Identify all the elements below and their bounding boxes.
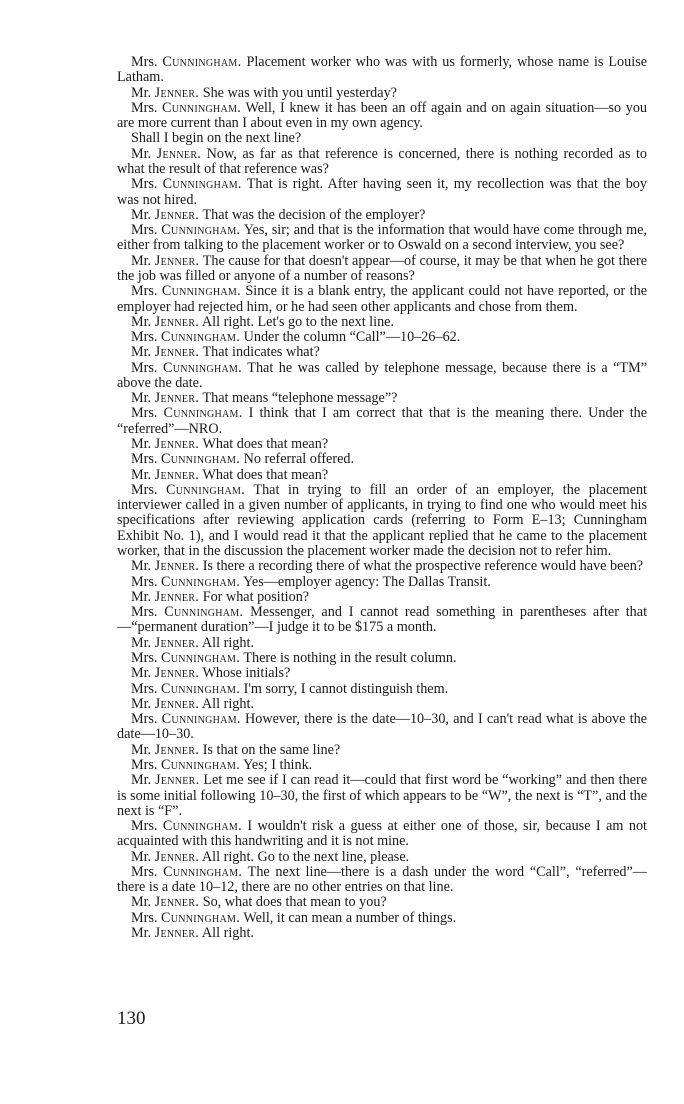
speech-text: Shall I begin on the next line? (131, 130, 302, 147)
speaker-name: Jenner. (154, 925, 200, 942)
transcript-paragraph (117, 452, 647, 467)
speaker-name: Cunningham. (160, 909, 241, 926)
transcript-paragraph (117, 177, 647, 208)
speaker-title: Mrs. (131, 711, 158, 728)
speaker-title: Mrs. (131, 283, 158, 300)
transcript-paragraph (117, 773, 647, 819)
speech-text: There is nothing in the result column. (243, 649, 457, 666)
speech-text: Yes, sir; and that is the information that would have come through me, either from talking to the placement worker or to Oswald on a second interview, you see? (117, 222, 647, 254)
transcript-paragraph (117, 819, 647, 850)
speaker-title: Mr. (131, 313, 152, 330)
speaker-title: Mr. (131, 665, 152, 682)
speaker-title: Mrs. (131, 573, 158, 590)
speaker-title: Mrs. (131, 863, 158, 880)
transcript-paragraph (117, 926, 647, 941)
speech-text: All right. (201, 925, 254, 942)
speech-text: I think that I am correct that that is the meaning there. Under the “referred”—NRO. (117, 405, 648, 437)
speech-text: Whose initials? (202, 665, 291, 682)
speaker-name: Cunningham. (160, 329, 241, 346)
page-number: 130 (117, 1008, 146, 1029)
speaker-name: Jenner. (155, 772, 200, 789)
speaker-title: Mr. (131, 695, 152, 712)
transcript-paragraph (117, 361, 647, 392)
speech-text: Well, it can mean a number of things. (243, 909, 457, 926)
speaker-title: Mrs. (131, 359, 158, 376)
speech-text: That was the decision of the employer? (202, 206, 426, 223)
speaker-name: Jenner. (154, 741, 200, 758)
transcript-paragraph (117, 406, 647, 437)
speaker-title: Mr. (131, 894, 152, 911)
speaker-name: Jenner. (154, 252, 200, 269)
speaker-name: Cunningham. (160, 756, 241, 773)
speaker-name: Cunningham. (160, 649, 241, 666)
transcript-paragraph (117, 131, 647, 146)
speech-text: Since it is a blank entry, the applicant could not have reported, or the employer had rejected him, or he had seen other applicants and chose from them. (117, 283, 648, 315)
testimony-transcript (117, 55, 647, 941)
speaker-name: Cunningham. (161, 711, 241, 728)
speaker-title: Mrs. (131, 649, 158, 666)
speech-text: Under the column “Call”—10–26–62. (243, 329, 461, 346)
speaker-name: Cunningham. (162, 99, 242, 116)
speech-text: Messenger, and I cannot read something in parentheses after that—“permanent duration”—I judge it to be $175 a month. (117, 604, 648, 636)
transcript-paragraph (117, 284, 647, 315)
transcript-paragraph (117, 86, 647, 101)
transcript-paragraph (117, 682, 647, 697)
transcript-paragraph (117, 391, 647, 406)
transcript-paragraph (117, 697, 647, 712)
speech-text: Yes—employer agency: The Dallas Transit. (243, 573, 491, 590)
transcript-paragraph (117, 743, 647, 758)
speech-text: All right. Go to the next line, please. (201, 848, 410, 865)
speaker-title: Mr. (131, 145, 152, 162)
speaker-title: Mr. (131, 466, 152, 483)
speech-text: All right. Let's go to the next line. (201, 313, 395, 330)
transcript-paragraph (117, 895, 647, 910)
speaker-title: Mrs. (131, 99, 158, 116)
speech-text: That he was called by telephone message, because there is a “TM” above the date. (117, 359, 648, 391)
speech-text: For what position? (202, 588, 310, 605)
speech-text: The cause for that doesn't appear—of course, it may be that when he got there the job was filled or anyone of a number of reasons? (117, 252, 647, 284)
speaker-name: Cunningham. (163, 863, 243, 880)
speech-text: So, what does that mean to you? (202, 894, 387, 911)
speaker-title: Mrs. (131, 405, 158, 422)
speech-text: Is that on the same line? (202, 741, 341, 758)
speaker-title: Mr. (131, 436, 152, 453)
speaker-name: Jenner. (154, 344, 200, 361)
transcript-paragraph (117, 254, 647, 285)
speaker-name: Jenner. (154, 665, 200, 682)
speaker-name: Cunningham. (161, 222, 241, 239)
speaker-title: Mrs. (131, 481, 158, 498)
speaker-name: Cunningham. (163, 405, 243, 422)
speech-text: That is right. After having seen it, my recollection was that the boy was not hired. (117, 176, 647, 208)
transcript-paragraph (117, 712, 647, 743)
speaker-title: Mrs. (131, 909, 158, 926)
speaker-title: Mr. (131, 772, 152, 789)
speaker-name: Cunningham. (166, 481, 246, 498)
transcript-paragraph (117, 605, 647, 636)
speaker-title: Mr. (131, 925, 152, 942)
speech-text: Well, I knew it has been an off again and on again situation—so you are more current than I about even in my own agency. (117, 99, 648, 132)
speaker-title: Mrs. (131, 176, 158, 193)
speech-text: All right. (201, 695, 254, 712)
transcript-paragraph (117, 758, 647, 773)
speech-text: What does that mean? (202, 466, 329, 483)
speaker-title: Mr. (131, 634, 152, 651)
speaker-name: Jenner. (154, 558, 200, 575)
speaker-name: Jenner. (154, 313, 200, 330)
speaker-name: Cunningham. (164, 604, 244, 621)
transcript-paragraph (117, 575, 647, 590)
speaker-name: Cunningham. (162, 818, 242, 835)
speaker-name: Cunningham. (160, 573, 241, 590)
transcript-paragraph (117, 315, 647, 330)
transcript-paragraph (117, 590, 647, 605)
speaker-name: Cunningham. (162, 359, 243, 376)
speaker-title: Mrs. (131, 604, 158, 621)
speaker-name: Jenner. (154, 390, 200, 407)
transcript-paragraph (117, 483, 647, 559)
speaker-title: Mr. (131, 344, 152, 361)
speech-text: That in trying to fill an order of an employer, the placement interviewer called in a given number of applicants, in trying to find one who would meet his specifications after reviewing application cards (referring to Form E–13; Cunningham Exhibit No. 1), and I would read it that the applicant replied that he came to the placement worker, that in the discussion the placement worker made the decision not to refer him. (117, 481, 647, 559)
speaker-title: Mrs. (131, 222, 158, 239)
transcript-paragraph (117, 330, 647, 345)
speech-text: The next line—there is a dash under the word “Call”, “referred”—there is a date 10–12, there are no other entries on that line. (117, 863, 647, 896)
speech-text: What does that mean? (202, 436, 329, 453)
speaker-title: Mr. (131, 390, 152, 407)
speaker-title: Mr. (131, 848, 152, 865)
speaker-name: Jenner. (154, 588, 200, 605)
speaker-title: Mr. (131, 558, 152, 575)
speaker-title: Mrs. (131, 451, 158, 468)
speaker-title: Mr. (131, 588, 152, 605)
speaker-name: Jenner. (154, 848, 200, 865)
speaker-title: Mrs. (131, 756, 158, 773)
speaker-title: Mr. (131, 741, 152, 758)
speaker-title: Mrs. (131, 54, 158, 70)
speaker-title: Mrs. (131, 680, 158, 697)
transcript-paragraph (117, 850, 647, 865)
transcript-paragraph (117, 147, 647, 178)
speaker-name: Jenner. (154, 894, 200, 911)
transcript-paragraph (117, 55, 647, 86)
speaker-name: Jenner. (154, 436, 200, 453)
speaker-title: Mrs. (131, 329, 158, 346)
speaker-name: Cunningham. (160, 680, 241, 697)
speaker-name: Jenner. (154, 84, 200, 101)
speech-text: Let me see if I can read it—could that first word be “working” and then there is some initial following 10–30, the first of which appears to be “W”, the next is “T”, and the next is “F”. (117, 772, 647, 819)
transcript-paragraph (117, 666, 647, 681)
transcript-paragraph (117, 468, 647, 483)
transcript-paragraph (117, 559, 647, 574)
transcript-paragraph (117, 208, 647, 223)
speech-text: That indicates what? (202, 344, 320, 361)
speaker-name: Cunningham. (162, 176, 242, 193)
speech-text: I'm sorry, I cannot distinguish them. (243, 680, 449, 697)
transcript-paragraph (117, 223, 647, 254)
transcript-paragraph (117, 911, 647, 926)
speaker-title: Mr. (131, 206, 152, 223)
speaker-name: Jenner. (154, 206, 200, 223)
speech-text: Placement worker who was with us formerly, whose name is Louise Latham. (117, 54, 648, 86)
transcript-paragraph (117, 865, 647, 896)
speech-text: She was with you until yesterday? (202, 84, 397, 101)
speech-text: Yes; I think. (243, 756, 313, 773)
speaker-name: Jenner. (154, 466, 200, 483)
speech-text: Is there a recording there of what the prospective reference would have been? (202, 558, 644, 575)
speech-text: All right. (201, 634, 254, 651)
speaker-name: Jenner. (154, 695, 200, 712)
speaker-name: Jenner. (154, 634, 200, 651)
transcript-paragraph (117, 437, 647, 452)
transcript-paragraph (117, 636, 647, 651)
speaker-title: Mr. (131, 252, 152, 269)
speech-text: I wouldn't risk a guess at either one of those, sir, because I am not acquainted with this handwriting and it is not mine. (117, 818, 647, 850)
speech-text: No referral offered. (243, 451, 355, 468)
speaker-title: Mrs. (131, 818, 158, 835)
speaker-name: Jenner. (156, 145, 202, 162)
speech-text: However, there is the date—10–30, and I can't read what is above the date—10–30. (117, 711, 648, 743)
speech-text: Now, as far as that reference is concerned, there is nothing recorded as to what the result of that reference was? (117, 145, 648, 177)
speaker-name: Cunningham. (161, 283, 241, 300)
transcript-paragraph (117, 651, 647, 666)
transcript-paragraph (117, 345, 647, 360)
speech-text: That means “telephone message”? (202, 390, 398, 407)
transcript-paragraph (117, 101, 647, 132)
speaker-title: Mr. (131, 84, 152, 101)
speaker-name: Cunningham. (162, 54, 242, 70)
speaker-name: Cunningham. (160, 451, 241, 468)
